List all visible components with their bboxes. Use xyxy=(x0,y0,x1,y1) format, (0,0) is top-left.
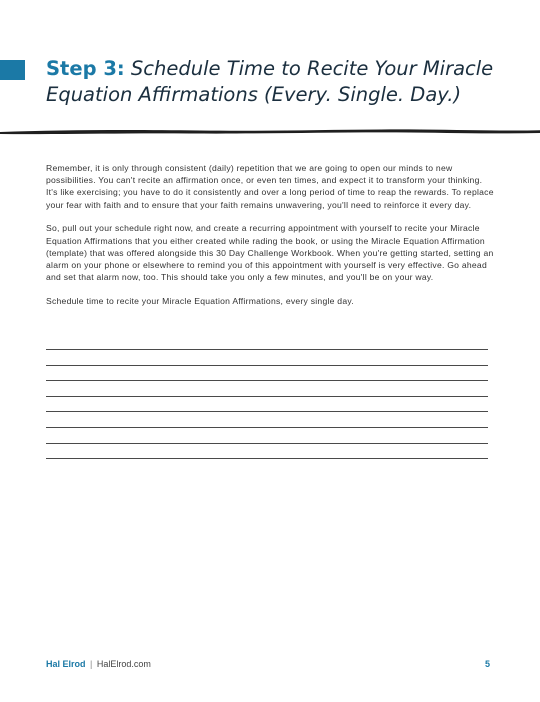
footer-separator: | xyxy=(90,659,93,669)
writing-line[interactable] xyxy=(46,381,488,397)
writing-lines xyxy=(46,349,488,459)
paragraph-2: So, pull out your schedule right now, and create a recurring appointment with yourself to recite your Miracle Equation Affirmations that you either created while rading the book, or using the Miracle Equation Affirmation (template) that was offered alongside this 30 Day Challenge Workbook. When you're getting started, setting an alarm on your phone or elsewhere to remind you of this appointment with yourself is very effective. Go ahead and set that alarm now, too. This should take you only a few minutes, and you'll be on your way. xyxy=(46,223,494,283)
step-label: Step 3: xyxy=(46,57,125,80)
writing-line[interactable] xyxy=(46,366,488,382)
writing-line[interactable] xyxy=(46,397,488,413)
writing-line[interactable] xyxy=(46,412,488,428)
page-footer xyxy=(46,659,490,669)
writing-line[interactable] xyxy=(46,444,488,460)
footer-author: Hal Elrod xyxy=(46,659,86,669)
writing-line[interactable] xyxy=(46,428,488,444)
brush-divider xyxy=(0,126,540,138)
body-text xyxy=(46,162,494,319)
paragraph-3: Schedule time to recite your Miracle Equation Affirmations, every single day. xyxy=(46,295,354,306)
heading-title: Schedule Time to Recite Your Miracle Equation Affirmations (Every. Single. Day.) xyxy=(46,57,494,106)
paragraph-1: Remember, it is only through consistent (daily) repetition that we are going to open our minds to new possibilities. You can't recite an affirmation once, or even ten times, and expect it to transform your thinking. It's like exercising; you have to do it consistently and over a long period of time to reap the rewards. To replace your fear with faith and to ensure that your faith remains unwavering, you'll need to reinforce it every day. xyxy=(46,163,494,210)
page-number: 5 xyxy=(484,659,490,669)
footer-website: HalElrod.com xyxy=(96,659,151,669)
section-tab-marker xyxy=(0,60,25,80)
page-heading xyxy=(46,56,516,108)
writing-line[interactable] xyxy=(46,350,488,366)
